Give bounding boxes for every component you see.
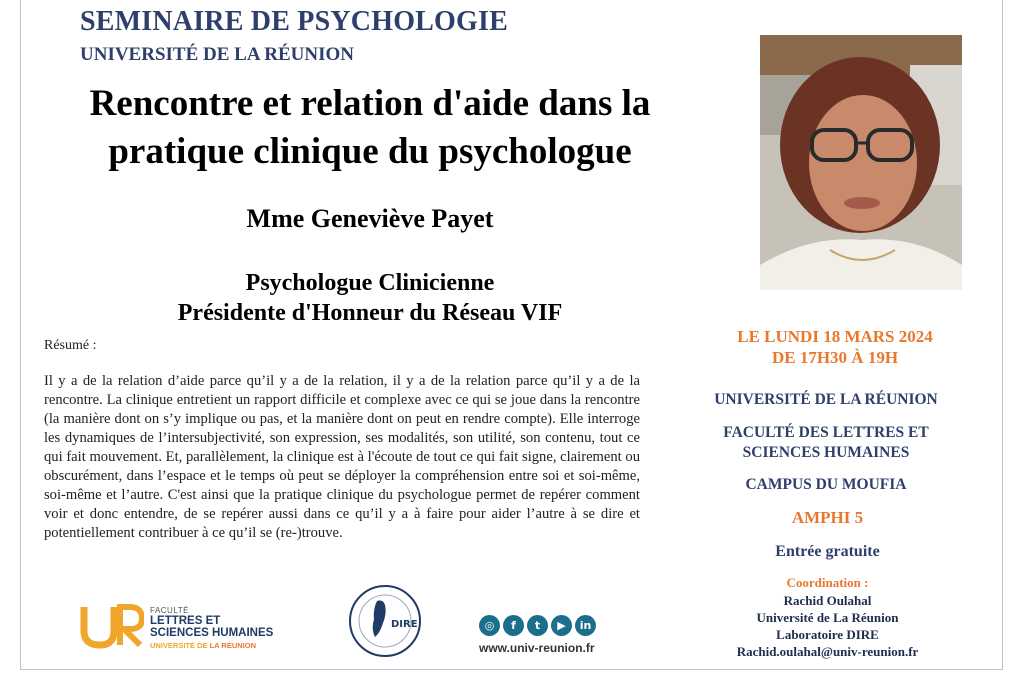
- seminar-title: SEMINAIRE DE PSYCHOLOGIE: [80, 6, 508, 37]
- coordinator-institution: Université de La Réunion: [756, 610, 899, 625]
- faculty-name-line: SCIENCES HUMAINES: [150, 627, 274, 639]
- coordination-details: [705, 592, 950, 660]
- venue-room: AMPHI 5: [791, 508, 864, 527]
- event-time-line: DE 17H30 À 19H: [771, 348, 899, 367]
- speaker-role-line: Présidente d'Honneur du Réseau VIF: [177, 300, 563, 326]
- entry-info: Entrée gratuite: [775, 543, 880, 560]
- coordinator-name: Rachid Oulahal: [783, 593, 872, 608]
- coordinator-lab: Laboratoire DIRE: [776, 627, 879, 642]
- dire-logo-text: DIRE: [391, 619, 418, 630]
- speaker-photo: [760, 35, 962, 290]
- linkedin-icon[interactable]: in: [575, 615, 596, 636]
- faculty-name-line: LETTRES ET: [150, 615, 221, 627]
- talk-title-line: pratique clinique du psychologue: [108, 131, 632, 172]
- speaker-role: [20, 268, 720, 328]
- venue-faculty: [690, 423, 962, 463]
- event-date-line: LE LUNDI 18 MARS 2024: [737, 327, 933, 346]
- abstract-label: Résumé :: [44, 338, 97, 353]
- website-link[interactable]: www.univ-reunion.fr: [479, 641, 595, 655]
- speaker-photo-image: [760, 35, 962, 290]
- ur-logo-text: UR: [80, 603, 82, 604]
- venue-faculty-line: FACULTÉ DES LETTRES ET: [723, 424, 929, 441]
- faculty-small-label: FACULTÉ: [150, 606, 189, 615]
- twitter-icon[interactable]: t: [527, 615, 548, 636]
- facebook-icon[interactable]: f: [503, 615, 524, 636]
- event-date: [705, 326, 965, 368]
- talk-title: [20, 80, 720, 176]
- venue-campus: CAMPUS DU MOUFIA: [745, 476, 907, 493]
- ur-logo-mark: [80, 603, 144, 649]
- speaker-role-line: Psychologue Clinicienne: [245, 270, 495, 296]
- faculty-logo-text: [150, 606, 273, 650]
- faculty-university-line: [150, 641, 273, 650]
- dire-seal: [347, 583, 423, 659]
- venue-faculty-line: SCIENCES HUMAINES: [742, 444, 910, 461]
- faculty-university-name: LA RÉUNION: [209, 641, 256, 650]
- dire-lab-logo: [347, 583, 423, 664]
- faculty-university-prefix: UNIVERSITÉ DE: [150, 641, 210, 650]
- coordinator-email[interactable]: Rachid.oulahal@univ-reunion.fr: [736, 644, 919, 659]
- coordination-label: Coordination :: [786, 575, 869, 590]
- university-subtitle: UNIVERSITÉ DE LA RÉUNION: [80, 44, 354, 65]
- venue-university: UNIVERSITÉ DE LA RÉUNION: [714, 391, 938, 408]
- speaker-name: Mme Geneviève Payet: [246, 204, 494, 233]
- talk-title-line: Rencontre et relation d'aide dans la: [89, 83, 651, 124]
- youtube-icon[interactable]: ▶: [551, 615, 572, 636]
- social-links: [479, 615, 596, 636]
- ur-logo: [80, 603, 144, 654]
- instagram-icon[interactable]: ◎: [479, 615, 500, 636]
- abstract-text: Il y a de la relation d’aide parce qu’il y a de la relation, il y a de la relation parce qu’il y a de la rencontre. La clinique entretient un rapport difficile et complexe avec ce qui se joue dans la rencontre (la manière dont on s’y implique ou pas, et la manière dont on peut en rendre compte). Elle interroge les dynamiques de l’intersubjectivité, son expression, ses modalités, son utilité, son contenu, tout ce qui fait mouvement. Et, parallèlement, la clinique est à l'écoute de tout ce qui fait signe, clairement ou obscurément, dans l’espace et le temps où peut se déployer la compréhension entre soi et soi-même, soi-même et l’autre. C'est ainsi que la pratique clinique du psychologue permet de repérer comment voir et donc entendre, de se repérer aussi dans ce qu’il y a à faire pour aider l’autre à se dire et potentiellement contribuer à ce qu’il se (re-)trouve.: [44, 373, 640, 541]
